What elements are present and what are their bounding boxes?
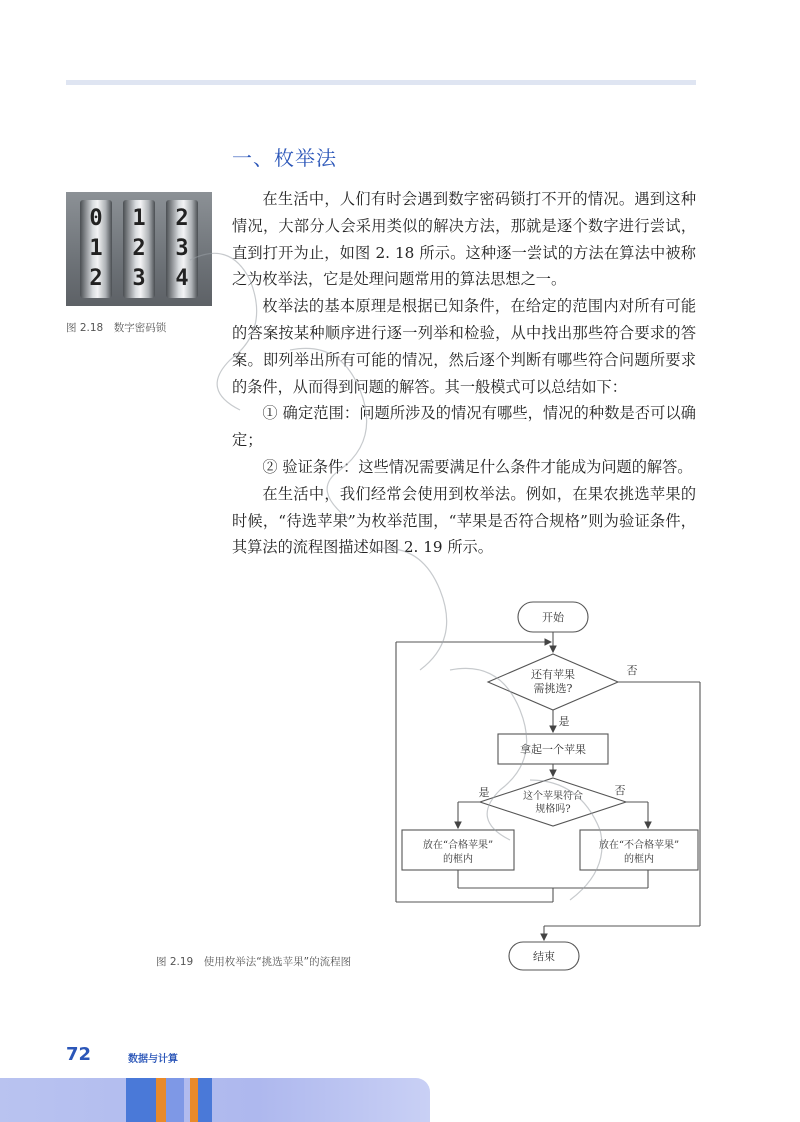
flow-decision1-line1: 还有苹果 <box>531 668 575 681</box>
paragraph: 在生活中，我们经常会使用到枚举法。例如，在果农挑选苹果的时候，“待选苹果”为枚举范围，“苹果是否符合规格”则为验证条件，其算法的流程图描述如图 2. 19 所示。 <box>232 484 696 557</box>
lock-digit: 2 <box>132 236 146 261</box>
flow-decision2-line2: 规格吗? <box>535 804 571 815</box>
flow-good-line1: 放在“合格苹果” <box>422 840 494 851</box>
section-title: 一、枚举法 <box>232 146 337 170</box>
flow-no-label: 否 <box>614 784 626 797</box>
figure-caption-lock: 图 2.18 数字密码锁 <box>66 322 167 334</box>
book-title: 数据与计算 <box>128 1054 178 1065</box>
lock-wheel <box>166 200 198 298</box>
page-number: 72 <box>66 1044 92 1065</box>
paragraph: ① 确定范围：问题所涉及的情况有哪些，情况的种数是否可以确定； <box>232 404 696 450</box>
lock-wheel <box>80 200 112 298</box>
footer-stripe <box>166 1078 184 1122</box>
top-rule <box>66 80 696 85</box>
combination-lock-image <box>66 192 212 306</box>
paragraph: 枚举法的基本原理是根据已知条件，在给定的范围内对所有可能的答案按某种顺序进行逐一列举和检验，从中找出那些符合要求的答案。即列举出所有可能的情况，然后逐个判断有哪些符合问题所要求的条件，从而得到问题的解答。其一般模式可以总结如下： <box>232 297 696 396</box>
paragraph: 在生活中，人们有时会遇到数字密码锁打不开的情况。遇到这种情况，大部分人会采用类似的解决方法，那就是逐个数字进行尝试，直到打开为止，如图 2. 18 所示。这种逐一尝试的方法在算法中被称之为枚举法，它是处理问题常用的算法思想之一。 <box>232 190 696 289</box>
lock-digit: 2 <box>89 266 103 291</box>
lock-wheel <box>123 200 155 298</box>
flow-yes-label: 是 <box>478 786 490 799</box>
flowchart <box>392 596 702 976</box>
flow-pick-label: 拿起一个苹果 <box>520 743 586 756</box>
flow-good-line2: 的框内 <box>443 854 473 865</box>
figure-caption-flowchart: 图 2.19 使用枚举法“挑选苹果”的流程图 <box>156 956 352 968</box>
flow-bad-line1: 放在“不合格苹果” <box>598 840 680 851</box>
footer-stripe <box>198 1078 212 1122</box>
footer-stripe <box>126 1078 156 1122</box>
flow-start-label: 开始 <box>542 611 564 624</box>
footer-stripe <box>190 1078 198 1122</box>
lock-digit: 2 <box>175 206 189 231</box>
lock-digit: 1 <box>132 206 146 231</box>
lock-digit: 3 <box>132 266 146 291</box>
footer-band <box>0 1078 430 1122</box>
flow-bad-line2: 的框内 <box>624 854 654 865</box>
body-text <box>232 186 696 561</box>
flow-decision-meets-spec <box>480 778 626 826</box>
flow-end-label: 结束 <box>533 950 555 963</box>
flow-no-label: 否 <box>626 664 638 677</box>
lock-digit: 3 <box>175 236 189 261</box>
flow-yes-label: 是 <box>558 715 570 728</box>
flow-decision2-line1: 这个苹果符合 <box>523 791 583 802</box>
lock-digit: 0 <box>89 206 103 231</box>
footer-stripe <box>156 1078 166 1122</box>
lock-digit: 1 <box>89 236 103 261</box>
lock-digit: 4 <box>175 266 189 291</box>
paragraph: ② 验证条件：这些情况需要满足什么条件才能成为问题的解答。 <box>262 457 693 476</box>
flow-decision1-line2: 需挑选? <box>533 682 573 695</box>
